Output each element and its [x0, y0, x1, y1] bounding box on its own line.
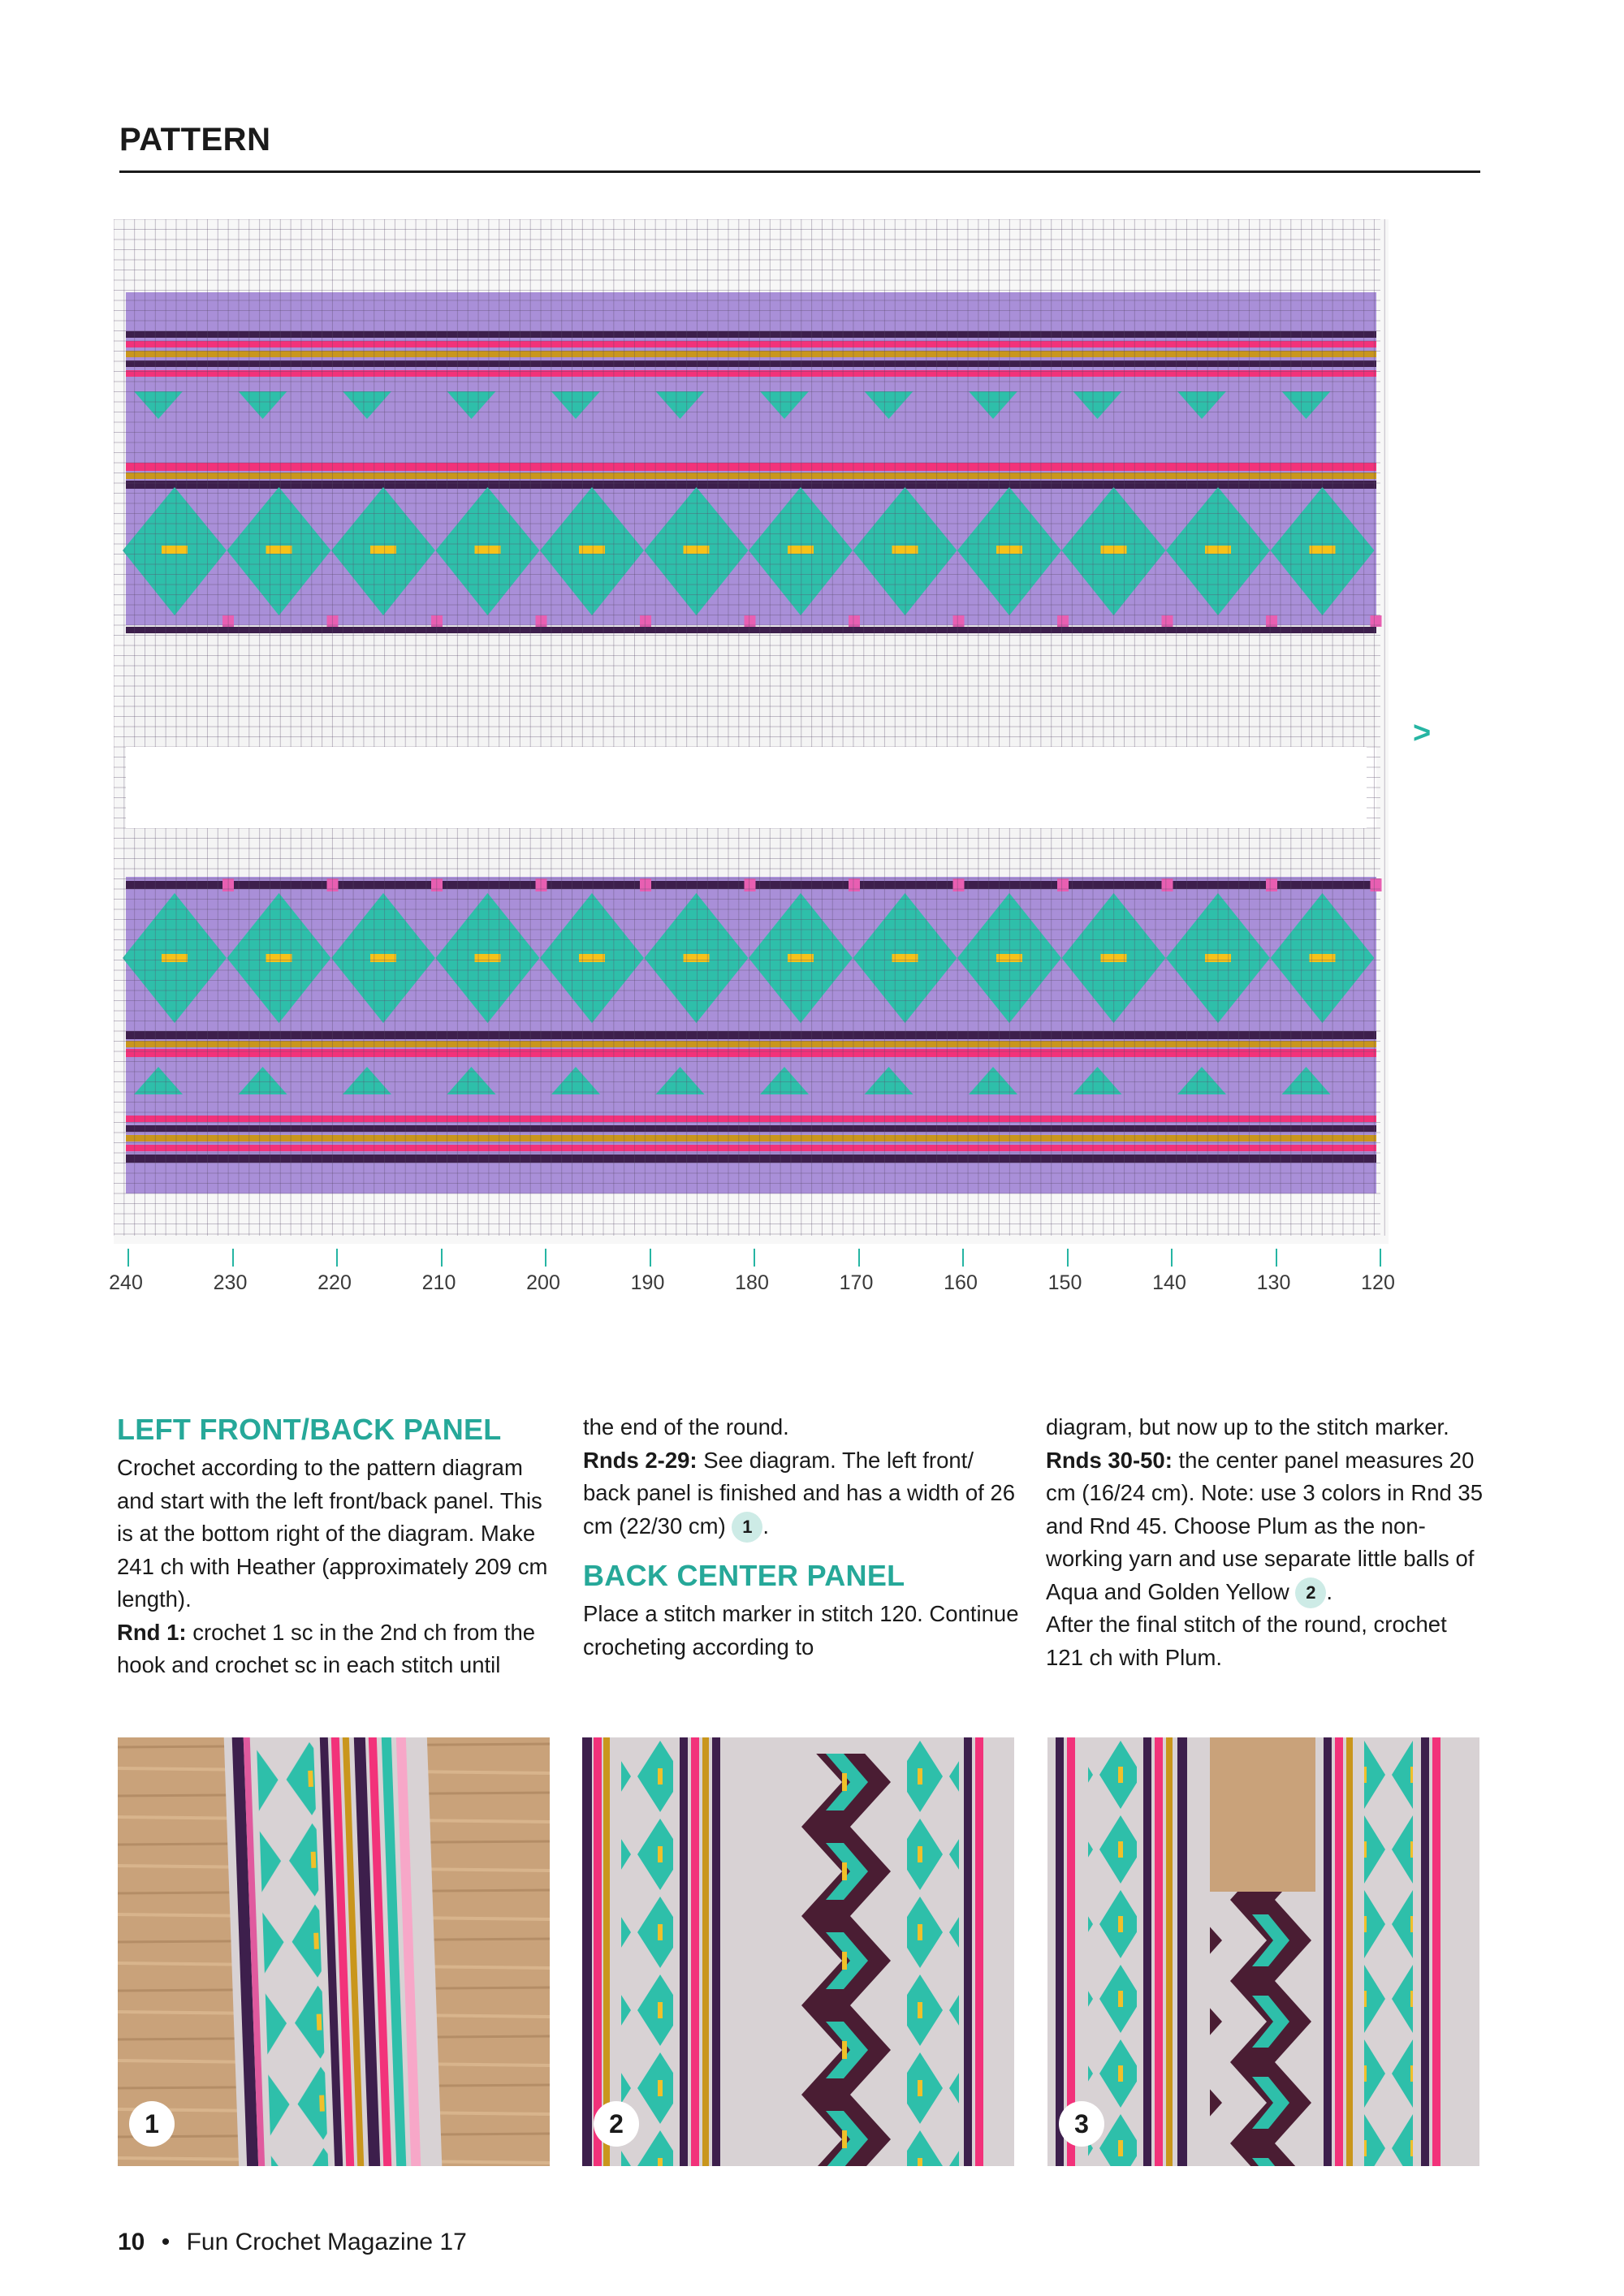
- diamond-center: [788, 546, 814, 554]
- photo-1: [118, 1737, 550, 2166]
- axis-tick: [1067, 1249, 1069, 1267]
- axis-label: 200: [526, 1271, 560, 1294]
- bottom-stripe: [126, 1125, 1376, 1132]
- top-stripe: [126, 463, 1376, 471]
- axis-tick: [754, 1249, 755, 1267]
- photo-ref-badge-1: 1: [732, 1512, 762, 1543]
- top-stripe: [126, 331, 1376, 338]
- rnd1-label: Rnd 1:: [117, 1619, 187, 1645]
- right-para2: After the final stitch of the round, crochet 121 ch with Plum.: [1046, 1612, 1447, 1670]
- bottom-stripe: [126, 1145, 1376, 1151]
- diamond-center: [788, 954, 814, 962]
- axis-label: 170: [839, 1271, 874, 1294]
- back-center-heading: BACK CENTER PANEL: [583, 1559, 905, 1593]
- column-middle: [583, 1411, 1021, 1664]
- axis-label: 220: [317, 1271, 352, 1294]
- top-stripe: [126, 341, 1376, 347]
- axis-label: 240: [109, 1271, 143, 1294]
- pink-dot: [745, 878, 756, 891]
- bottom-stripe: [126, 1154, 1376, 1163]
- axis-tick: [336, 1249, 338, 1267]
- title-divider: [119, 170, 1480, 173]
- axis-tick: [650, 1249, 651, 1267]
- axis-tick: [858, 1249, 860, 1267]
- axis-label: 130: [1256, 1271, 1291, 1294]
- axis-label: 180: [735, 1271, 769, 1294]
- axis-tick: [545, 1249, 546, 1267]
- axis-tick: [232, 1249, 234, 1267]
- footer-bullet: •: [161, 2229, 171, 2255]
- page-footer: [118, 2229, 467, 2256]
- axis-tick: [1276, 1249, 1277, 1267]
- axis-label: 160: [944, 1271, 978, 1294]
- photo-2: [582, 1737, 1014, 2166]
- pink-dot: [640, 878, 651, 891]
- middle-para1: the end of the round.: [583, 1414, 789, 1439]
- left-panel-heading: LEFT FRONT/BACK PANEL: [117, 1413, 502, 1446]
- axis-tick: [441, 1249, 443, 1267]
- axis-tick: [962, 1249, 964, 1267]
- top-stripe: [126, 351, 1376, 357]
- diamond-center: [684, 546, 710, 554]
- right-rnds: Rnds 30-50: the center panel measures 20 cm (16/24 cm). Note: use 3 colors in Rnd 35 and Rnd 45. Choose Plum as the non-working yarn and use separate little balls of Aqua and Golden Yellow 2 .: [1046, 1444, 1484, 1609]
- axis-tick: [1171, 1249, 1173, 1267]
- pink-dot: [1266, 878, 1277, 891]
- direction-arrow: >: [1413, 716, 1432, 750]
- axis-label: 140: [1152, 1271, 1186, 1294]
- pink-dot: [1371, 878, 1382, 891]
- left-panel-rnd1: Rnd 1: crochet 1 sc in the 2nd ch from the hook and crochet sc in each stitch until: [117, 1619, 536, 1677]
- top-edge-stripe: [126, 627, 1376, 633]
- axis-tick: [127, 1249, 129, 1267]
- middle-rnds: Rnds 2-29: See diagram. The left front/ back panel is finished and has a width of 26 cm (22/30 cm) 1 .: [583, 1444, 1021, 1543]
- gap-band: [126, 747, 1367, 828]
- diamond-center: [892, 954, 918, 962]
- rnds-30-50-label: Rnds 30-50:: [1046, 1447, 1173, 1473]
- section-title: PATTERN: [119, 122, 271, 158]
- left-panel-para: Crochet according to the pattern diagram and start with the left front/back panel. This is at the bottom right of the diagram. Make 241 ch with Heather (approximately 209 cm length).: [117, 1455, 548, 1612]
- photo-number-1: 1: [129, 2101, 175, 2147]
- pink-dot: [1057, 878, 1069, 891]
- axis-label: 190: [630, 1271, 665, 1294]
- top-stripe: [126, 481, 1376, 489]
- pattern-chart: [114, 219, 1389, 1244]
- pink-dot: [849, 878, 860, 891]
- axis-label: 120: [1361, 1271, 1395, 1294]
- diamond-center: [684, 954, 710, 962]
- photo-3: [1047, 1737, 1479, 2166]
- bottom-stripe: [126, 1041, 1376, 1047]
- axis-tick: [1380, 1249, 1381, 1267]
- right-para1: diagram, but now up to the stitch marker.: [1046, 1414, 1449, 1439]
- photo-number-3: 3: [1059, 2101, 1104, 2147]
- axis-label: 150: [1047, 1271, 1082, 1294]
- photo-ref-badge-2: 2: [1295, 1577, 1326, 1608]
- pink-dot: [1162, 878, 1173, 891]
- photo-number-2: 2: [594, 2101, 639, 2147]
- page-number: 10: [118, 2229, 145, 2255]
- middle-para2: Place a stitch marker in stitch 120. Continue crocheting according to: [583, 1601, 1019, 1659]
- bottom-stripe: [126, 1116, 1376, 1122]
- bottom-stripe: [126, 1031, 1376, 1039]
- axis-label: 210: [421, 1271, 456, 1294]
- diamond-center: [892, 546, 918, 554]
- axis-label: 230: [213, 1271, 248, 1294]
- top-stripe: [126, 473, 1376, 479]
- column-right: [1046, 1411, 1484, 1674]
- column-left: [117, 1411, 555, 1682]
- rnds-2-29-label: Rnds 2-29:: [583, 1447, 698, 1473]
- bottom-stripe: [126, 1049, 1376, 1057]
- magazine-title: Fun Crochet Magazine 17: [186, 2229, 467, 2255]
- bottom-stripe: [126, 1135, 1376, 1142]
- pink-dot: [953, 878, 965, 891]
